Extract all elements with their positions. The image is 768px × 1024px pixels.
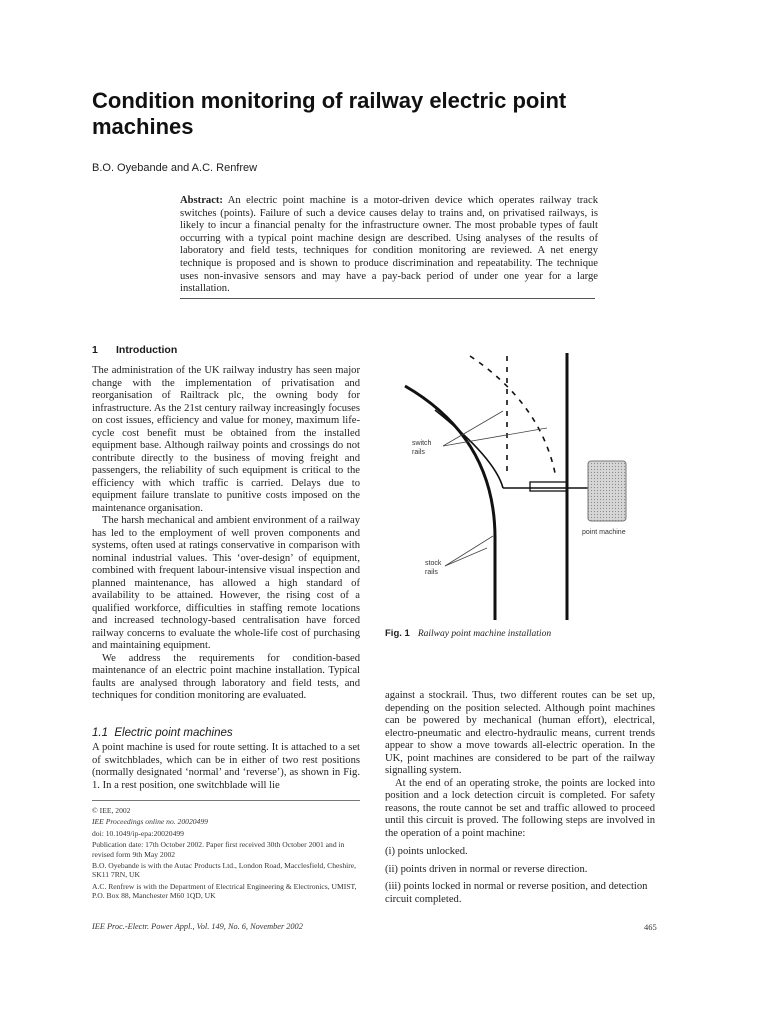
subsection-body: A point machine is used for route setting. It is attached to a set of switchblades, which can be in either of two rest positions (normally designated ‘normal’ and ‘reverse’), as shown in Fig. 1. In a rest position, one switchblade will lie bbox=[92, 742, 360, 791]
abstract-divider bbox=[180, 298, 595, 299]
label-stock-rails: rails bbox=[425, 569, 438, 576]
footnote-online-no: IEE Proceedings online no. 20020499 bbox=[92, 817, 208, 827]
section-title: Introduction bbox=[116, 344, 178, 356]
introduction-body bbox=[92, 365, 360, 703]
point-machine-diagram bbox=[395, 348, 655, 623]
intro-paragraph: The administration of the UK railway industry has seen major change with the implementation of privatisation and reorganisation of Railtrack plc, the owning body for infrastructure. As the 21st century railway increasingly focuses on cost issues, efficiency and value for money, maximum life-cycle cost benefit must be obtained from the installed equipment base. Although railway points and crossings do not contribute directly to the business of moving freight and passengers, the reliability of such equipment is critical to the efficiency with which traffic is carried. Delays due to equipment failure translate to punitive costs imposed on the maintenance organisation. bbox=[92, 365, 360, 514]
body-paragraph: At the end of an operating stroke, the points are locked into position and a lock detection circuit is completed. For safety reasons, the route cannot be set and traffic allowed to proceed until this circuit is proved. The following steps are involved in the operation of a point machine: bbox=[385, 777, 655, 839]
body-paragraph: against a stockrail. Thus, two different routes can be set up, depending on the position selected. Although point machines can be powered by mechanical (human effort), electrical, electro-pneumatic and electro-hydraulic means, current trends appear to show a move towards all-electric operation. In the UK, point machines are considered to be part of the railway signalling system. bbox=[385, 690, 655, 776]
intro-paragraph: The harsh mechanical and ambient environment of a railway has led to the employment of well proven components and systems, often used at ratings conservative in comparison with nominal industrial values. This ‘over-design’ of equipment, combined with frequent labour-intensive visual inspection and planned maintenance, has allowed a high standard of availability to be attained. However, the rising cost of a qualified workforce, difficulties in staffing remote locations and increased technology-based centralisation have forced railway concerns to evaluate the whole-life cost of purchasing and maintaining equipment. bbox=[92, 515, 360, 651]
footnote-author-2: A.C. Renfrew is with the Department of Electrical Engineering & Electronics, UMIST, P.O. Box 88, Manchester M60 1QD, UK bbox=[92, 881, 357, 901]
paper-authors: B.O. Oyebande and A.C. Renfrew bbox=[92, 162, 258, 174]
footnote-doi: doi: 10.1049/ip-epa:20020499 bbox=[92, 828, 184, 838]
section-number: 1 bbox=[92, 344, 98, 356]
abstract-label: Abstract: bbox=[180, 195, 223, 206]
footnote-copyright: © IEE, 2002 bbox=[92, 806, 131, 815]
figure-caption-text: Railway point machine installation bbox=[417, 629, 552, 639]
journal-footer: IEE Proc.-Electr. Power Appl., Vol. 149, No. 6, November 2002 bbox=[92, 922, 303, 931]
figure-caption bbox=[385, 628, 551, 639]
left-stock-rail bbox=[405, 386, 495, 620]
stock-rails-leader bbox=[445, 548, 487, 566]
page-number: 465 bbox=[644, 922, 657, 932]
figure-1 bbox=[395, 348, 655, 623]
label-switch-rails: rails bbox=[412, 449, 425, 456]
stock-rails-leader bbox=[445, 536, 493, 566]
footnotes bbox=[92, 806, 362, 903]
abstract bbox=[180, 195, 598, 296]
subsection-title: Electric point machines bbox=[114, 727, 233, 739]
section-heading-introduction bbox=[92, 344, 177, 356]
intro-paragraph: We address the requirements for condition-based maintenance of an electric point machine installation. Typical faults are analysed through laboratory and field tests, and techniques for condition monitoring are evaluated. bbox=[92, 652, 360, 701]
figure-number: Fig. 1 bbox=[385, 628, 410, 639]
footnote-publication-date: Publication date: 17th October 2002. Paper first received 30th October 2001 and in revised form 9th May 2002 bbox=[92, 840, 345, 859]
label-stock: stock bbox=[425, 560, 442, 567]
switch-rail bbox=[435, 410, 503, 488]
right-column-body bbox=[385, 690, 655, 911]
paper-title: Condition monitoring of railway electric point machines bbox=[92, 88, 567, 139]
label-point-machine: point machine bbox=[582, 529, 626, 536]
subsection-number: 1.1 bbox=[92, 727, 108, 739]
footnote-divider bbox=[92, 800, 360, 801]
step-item: (iii) points locked in normal or reverse position, and detection circuit completed. bbox=[385, 881, 648, 905]
point-machine-box bbox=[588, 461, 626, 521]
abstract-text: An electric point machine is a motor-driven device which operates railway track switches (points). Failure of such a device causes delay to trains and, on privatised railways, is likely to incur a financial penalty for the infrastructure owner. The most probable types of fault occurring with a typical point machine design are described. Using analyses of the results of laboratory and field tests, techniques for condition monitoring are reviewed. A net energy technique is proposed and is shown to produce discrimination and repeatability. The technique uses non-invasive sensors and may have a pay-back period of under one year for a large installation. bbox=[180, 195, 598, 295]
footnote-author-1: B.O. Oyebande is with the Autac Products Ltd., London Road, Macclesfield, Cheshire, SK11 7RN, UK bbox=[92, 861, 357, 880]
operation-steps bbox=[385, 846, 655, 906]
step-item: (i) points unlocked. bbox=[385, 846, 468, 857]
step-item: (ii) points driven in normal or reverse direction. bbox=[385, 863, 588, 875]
rod-bracket bbox=[530, 482, 567, 491]
label-switch: switch bbox=[412, 440, 432, 447]
subsection-heading bbox=[92, 727, 233, 739]
